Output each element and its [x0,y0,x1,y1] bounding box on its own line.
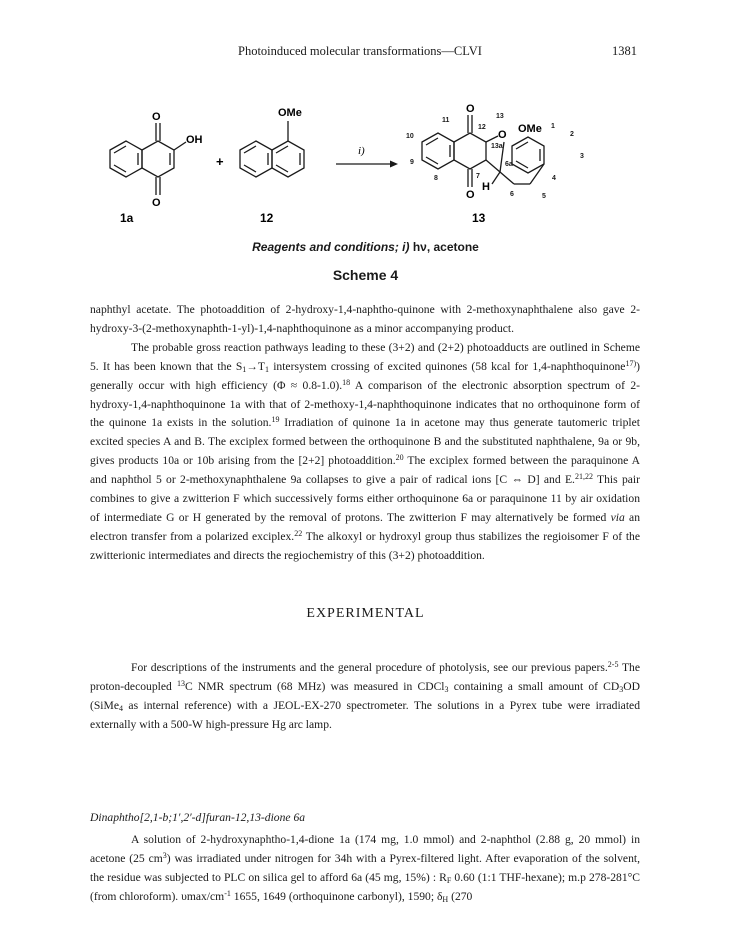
compound-1a-structure [110,123,186,195]
exp1-f: as internal reference) with a JEOL-EX-270 spectrometer. The solutions in a Pyrex tube were irradiated externally with a 500-W high-pressure Hg arc lamp. [90,698,640,731]
page-number: 1381 [612,44,637,58]
p2-f: Irradiation of quinone 1a in acetone may thus generate tautomeric triplet excited species A and B. The exciplex formed between the orthoquinone B and the substituted naphthalene, 9a or 9b, gives products 10a or 10b arising from the [2+2] photoaddition. [90,416,640,468]
num-13: 13 [496,113,504,120]
experimental-text [90,659,640,735]
exp1-d: containing a small amount of CD [448,679,620,693]
p2-sub-t1: 1 [264,364,269,374]
exp2-d: 1655, 1649 (orthoquinone carbonyl), 1590; δ [230,889,443,903]
atom-o-13-ring: O [498,129,507,141]
exp2-sub-f: F [446,875,452,885]
compound-subheading: Dinaphtho[2,1-b;1′,2′-d]furan-12,13-dione 6a [90,811,306,824]
scheme-4-figure [100,92,620,252]
exp1-sub-3: 3 [444,684,449,694]
p2-sub-s1: 1 [242,364,247,374]
plus-sign: + [216,154,224,169]
atom-o-13-top: O [466,103,475,115]
exp1-b: The proton-decoupled [90,661,640,693]
exp1-a: For descriptions of the instruments and the general procedure of photolysis, see our previous papers. [131,661,608,674]
p2-g: The exciplex formed between the paraquinone A and naphthol 5 or 2-methoxynaphthalene 9a collapses to give a pair of radical ions [C ⇔ D] and E. [90,454,640,487]
p2-ref-20: 20 [395,453,404,463]
p2-c: intersystem crossing of excited quinones (58 kcal for 1,4-naphthoquinone [268,359,626,373]
p2-j: The alkoxyl or hydroxyl group thus stabilizes the regioisomer F of the zwitterionic intermediates and directs the regiochemistry of this (3+2) photoaddition. [90,529,640,562]
scheme-title: Scheme 4 [332,267,399,283]
arrow-label: i) [358,145,365,157]
paragraph-2 [90,339,640,566]
p2-h: This pair combines to give a zwitterion F which successively forms either orthoquinone 6a or paraquinone 11 by air oxidation of intermediate G or H generated by the removal of protons. The zwitterion F may alternatively be formed [90,473,640,524]
num-3: 3 [580,153,584,160]
paragraph-1 [90,301,640,339]
atom-h-13: H [482,181,490,193]
exp2-sub-h: H [442,894,449,904]
experimental-heading: EXPERIMENTAL [306,606,425,621]
compound-12-label: 12 [260,211,274,225]
num-7: 7 [476,173,480,180]
num-6: 6 [510,191,514,198]
compound-12-structure [240,121,304,177]
exp2-a: A solution of 2-hydroxynaphtho-1,4-dione 1a (174 mg, 1.0 mmol) and 2-naphthol (2.88 g, 20 mmol) in acetone (25 cm [90,833,640,865]
atom-o-1a-bottom: O [152,197,161,209]
exp2-sup-m1: -1 [224,888,231,898]
ring-13-b [454,133,486,169]
num-13a: 13a [491,143,503,150]
p1-line-2: 2-hydroxy-3-(2-methoxynaphth-1-yl)-1,4-naphthoquinone as a minor accompanying product. [90,303,640,335]
num-1: 1 [551,123,555,130]
num-12: 12 [478,124,486,131]
p2-ref-18: 18 [342,377,351,387]
experimental-paragraph-1 [90,659,640,735]
p2-ref-22: 22 [294,528,303,538]
running-title: Photoinduced molecular transformations—CLVI [238,44,482,58]
p2-d: ) generally occur with high efficiency (Φ ≈ 0.8-1.0). [90,359,640,392]
num-6a: 6a [505,161,513,168]
p2-b: →T [246,359,265,373]
p2-i: an electron transfer from a polarized exciplex. [90,510,640,543]
exp2-e: (270 [448,889,473,903]
atom-numbering [406,113,584,200]
exp1-sub-3b: 3 [619,684,624,694]
num-10: 10 [406,133,414,140]
ome-label-13: OMe [518,123,542,135]
num-2: 2 [570,131,574,138]
p1-line-1: naphthyl acetate. The photoaddition of 2-hydroxy-1,4-naphtho-quinone with 2-methoxynaphthalene also gave [90,303,625,316]
exp1-ref: 2-5 [607,660,619,669]
caption-rest: hν, acetone [409,240,479,254]
compound-1a-label: 1a [120,211,134,225]
p2-ref-17: 17) [625,358,637,368]
exp1-sub-4: 4 [118,703,123,713]
atom-o-13-bottom: O [466,189,475,201]
exp2-b: ) was irradiated under nitrogen for 34h with a Pyrex-filtered light. After evaporation of the solvent, the residue was subjected to PLC on silica gel to afford 6a (45 mg, 15%) : R [90,851,640,884]
num-11: 11 [442,117,450,124]
num-5: 5 [542,193,546,200]
atom-o-1a-top: O [152,111,161,123]
exp1-c: C NMR spectrum (68 MHz) was measured in CDCl [184,679,445,693]
exp2-c: 0.60 (1:1 THF-hexane); m.p 278-281°C (from chloroform). υmax/cm [90,870,640,903]
exp1-sup-13: 13 [176,678,185,688]
num-9: 9 [410,159,414,166]
p2-e: A comparison of the electronic absorption spectrum of 2-hydroxy-1,4-naphthoquinone 1a with that of 2-methoxy-1,4-naphthoquinone indicates that no orthoquinone form of the quinone 1a exists in the solution. [90,378,640,430]
oh-label: OH [186,134,203,146]
discussion-text [90,301,640,566]
p2-ref-21-22: 21,22 [574,472,593,482]
ome-label: OMe [278,107,302,119]
scheme-caption [0,240,731,254]
p2-a: The probable gross reaction pathways leading to these (3+2) and (2+2) photoadducts are outlined in Scheme 5. It has been known that the S [90,340,640,373]
p2-via: via [610,510,625,524]
experimental-procedure [90,831,640,907]
compound-13-label: 13 [472,211,486,225]
exp1-e: OD (SiMe [90,679,640,712]
exp2-sup-3: 3 [162,850,167,860]
num-8: 8 [434,175,438,182]
num-4: 4 [552,175,556,182]
ring-1a-right [142,141,174,177]
p2-ref-19: 19 [271,415,280,425]
experimental-paragraph-2 [90,831,640,907]
caption-italic: Reagents and conditions; i) [252,240,410,254]
